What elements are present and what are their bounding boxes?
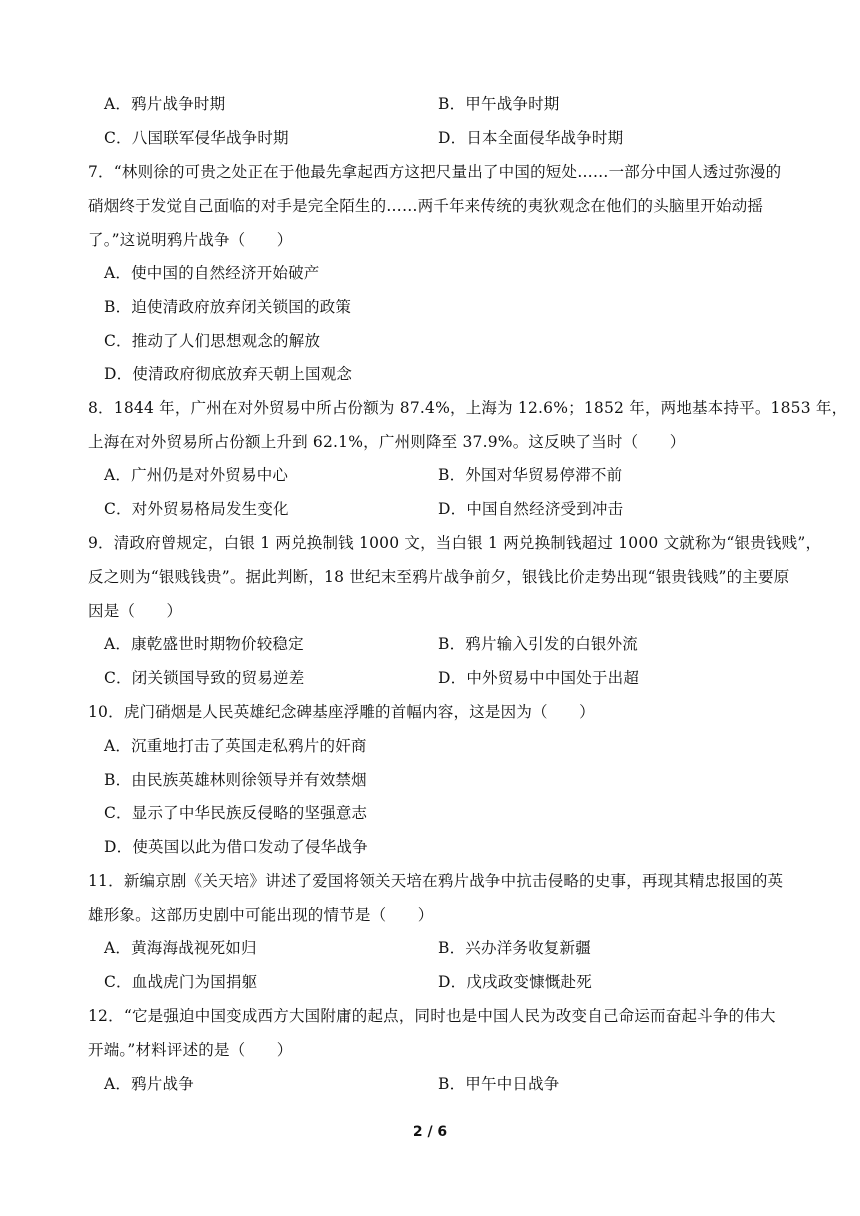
q9-option-b: B．鸦片输入引发的白银外流 bbox=[438, 635, 638, 653]
q7-option-b: B．迫使清政府放弃闭关锁国的政策 bbox=[104, 298, 352, 316]
q9-stem-line-2: 反之则为“银贱钱贵”。据此判断，18 世纪末至鸦片战争前夕，银钱比价走势出现“银贵钱贱”的主要原 bbox=[88, 568, 790, 586]
q6-option-b: B．甲午战争时期 bbox=[438, 95, 560, 113]
q8-stem-line-1: 8．1844 年，广州在对外贸易中所占份额为 87.4%，上海为 12.6%；1852 年，两地基本持平。1853 年， bbox=[88, 399, 848, 417]
q10-stem-line-1: 10．虎门硝烟是人民英雄纪念碑基座浮雕的首幅内容，这是因为（ ） bbox=[88, 703, 595, 721]
q11-option-a: A．黄海海战视死如归 bbox=[104, 939, 257, 957]
q10-option-d: D．使英国以此为借口发动了侵华战争 bbox=[104, 838, 368, 856]
q6-option-c: C．八国联军侵华战争时期 bbox=[104, 129, 289, 147]
q8-option-b: B．外国对华贸易停滞不前 bbox=[438, 466, 623, 484]
q12-option-a: A．鸦片战争 bbox=[104, 1075, 194, 1093]
q12-option-b: B．甲午中日战争 bbox=[438, 1075, 560, 1093]
q10-option-c: C．显示了中华民族反侵略的坚强意志 bbox=[104, 804, 368, 822]
q7-stem-line-1: 7．“林则徐的可贵之处正在于他最先拿起西方这把尺量出了中国的短处……一部分中国人透过弥漫的 bbox=[88, 163, 782, 181]
q10-option-b: B．由民族英雄林则徐领导并有效禁烟 bbox=[104, 771, 367, 789]
q11-stem-line-2: 雄形象。这部历史剧中可能出现的情节是（ ） bbox=[88, 906, 434, 924]
q7-option-a: A．使中国的自然经济开始破产 bbox=[104, 264, 320, 282]
q11-option-c: C．血战虎门为国捐躯 bbox=[104, 973, 258, 991]
q8-option-c: C．对外贸易格局发生变化 bbox=[104, 500, 289, 518]
q6-option-d: D．日本全面侵华战争时期 bbox=[438, 129, 624, 147]
q9-option-d: D．中外贸易中中国处于出超 bbox=[438, 669, 640, 687]
q8-option-d: D．中国自然经济受到冲击 bbox=[438, 500, 624, 518]
q11-option-d: D．戊戌政变慷慨赴死 bbox=[438, 973, 592, 991]
q8-option-a: A．广州仍是对外贸易中心 bbox=[104, 466, 289, 484]
q7-stem-line-2: 硝烟终于发觉自己面临的对手是完全陌生的……两千年来传统的夷狄观念在他们的头脑里开始动摇 bbox=[88, 197, 764, 215]
q9-option-c: C．闭关锁国导致的贸易逆差 bbox=[104, 669, 305, 687]
q12-stem-line-2: 开端。”材料评述的是（ ） bbox=[88, 1041, 293, 1059]
q9-stem-line-1: 9．清政府曾规定，白银 1 两兑换制钱 1000 文，当白银 1 两兑换制钱超过 1000 文就称为“银贵钱贱”， bbox=[88, 534, 822, 552]
q7-option-d: D．使清政府彻底放弃天朝上国观念 bbox=[104, 365, 353, 383]
q9-stem-line-3: 因是（ ） bbox=[88, 602, 183, 620]
q11-stem-line-1: 11．新编京剧《关天培》讲述了爱国将领关天培在鸦片战争中抗击侵略的史事，再现其精忠报国的英 bbox=[88, 872, 784, 890]
q9-option-a: A．康乾盛世时期物价较稳定 bbox=[104, 635, 304, 653]
q12-stem-line-1: 12．“它是强迫中国变成西方大国附庸的起点，同时也是中国人民为改变自己命运而奋起斗争的伟大 bbox=[88, 1007, 776, 1025]
q10-option-a: A．沉重地打击了英国走私鸦片的奸商 bbox=[104, 737, 367, 755]
q11-option-b: B．兴办洋务收复新疆 bbox=[438, 939, 591, 957]
q7-option-c: C．推动了人们思想观念的解放 bbox=[104, 332, 321, 350]
q8-stem-line-2: 上海在对外贸易所占份额上升到 62.1%，广州则降至 37.9%。这反映了当时（ ） bbox=[88, 433, 686, 451]
page-number: 2 / 6 bbox=[412, 1124, 448, 1140]
q7-stem-line-3: 了。”这说明鸦片战争（ ） bbox=[88, 231, 293, 249]
q6-option-a: A．鸦片战争时期 bbox=[104, 95, 226, 113]
